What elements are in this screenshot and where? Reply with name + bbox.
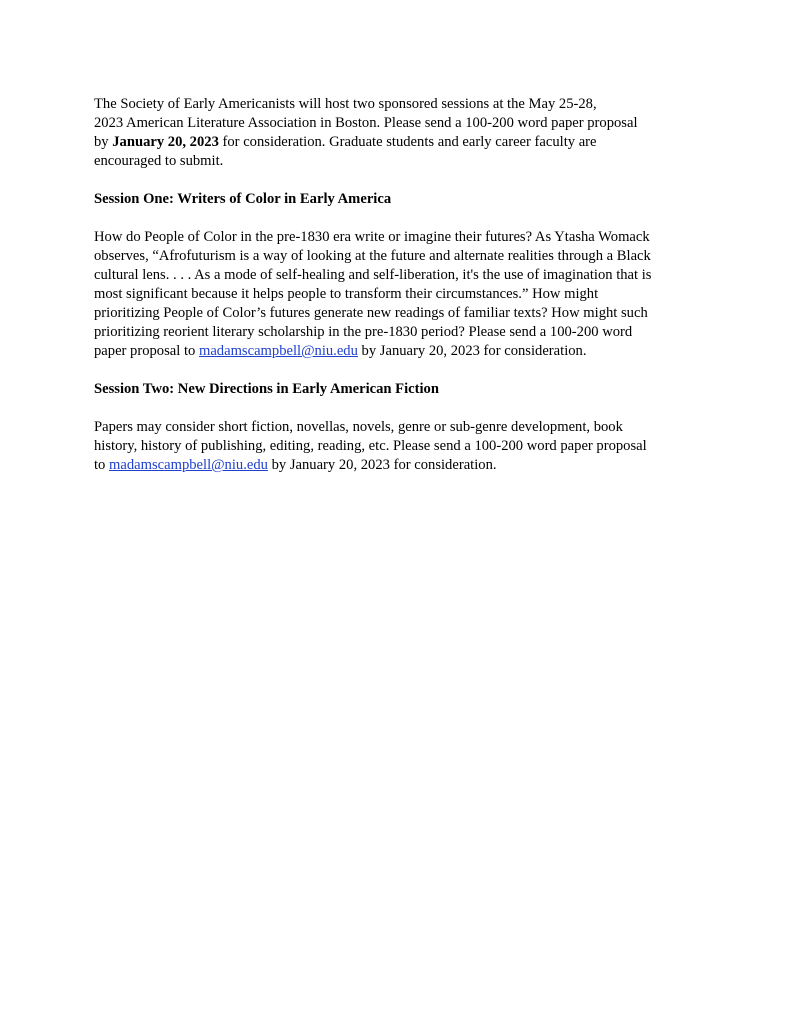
spacer: [94, 361, 714, 380]
session-two-email-link[interactable]: madamscampbell@niu.edu: [109, 457, 268, 473]
intro-line-3-post: for consideration. Graduate students and early career faculty are: [218, 134, 597, 150]
intro-line-3: [94, 133, 714, 152]
spacer: [94, 171, 714, 190]
session-one-line-5: prioritizing People of Color’s futures generate new readings of familiar texts? How might such: [94, 305, 648, 321]
session-two-line-1: Papers may consider short fiction, novellas, novels, genre or sub-genre development, book: [94, 419, 623, 435]
intro-line-2: 2023 American Literature Association in Boston. Please send a 100-200 word paper proposal: [94, 115, 638, 131]
session-one-last-pre: paper proposal to: [94, 343, 199, 359]
intro-line-4: encouraged to submit.: [94, 153, 224, 169]
session-one-line-3: cultural lens. . . . As a mode of self-healing and self-liberation, it's the use of imagination that is: [94, 267, 652, 283]
intro-line-1: The Society of Early Americanists will host two sponsored sessions at the May 25-28,: [94, 96, 597, 112]
session-one-email-link[interactable]: madamscampbell@niu.edu: [198, 343, 358, 359]
session-two-line-2: history, history of publishing, editing, reading, etc. Please send a 100-200 word paper proposal: [94, 438, 647, 454]
session-two-paragraph: [94, 418, 714, 475]
session-two-heading: Session Two: New Directions in Early American Fiction: [94, 381, 439, 397]
session-one-line-1: How do People of Color in the pre-1830 era write or imagine their futures? As Ytasha Womack: [94, 229, 650, 245]
session-one-line-7: [94, 342, 714, 361]
deadline-date: January 20, 2023: [112, 134, 219, 150]
session-one-heading: Session One: Writers of Color in Early America: [94, 191, 392, 207]
session-one-last-post: by January 20, 2023 for consideration.: [357, 343, 587, 359]
session-one-line-2: observes, “Afrofuturism is a way of looking at the future and alternate realities through a Black: [94, 248, 651, 264]
intro-paragraph: [94, 95, 714, 171]
session-two-last-pre: to: [94, 457, 109, 473]
session-one-line-4: most significant because it helps people to transform their circumstances.” How might: [94, 286, 599, 302]
document-page: [94, 95, 714, 475]
session-two-last-post: by January 20, 2023 for consideration.: [267, 457, 497, 473]
session-one-paragraph: [94, 228, 714, 361]
spacer: [94, 399, 714, 418]
session-two-line-3: [94, 456, 714, 475]
spacer: [94, 209, 714, 228]
intro-line-3-pre: by: [94, 134, 113, 150]
session-one-line-6: prioritizing reorient literary scholarship in the pre-1830 period? Please send a 100-200 word: [94, 324, 633, 340]
